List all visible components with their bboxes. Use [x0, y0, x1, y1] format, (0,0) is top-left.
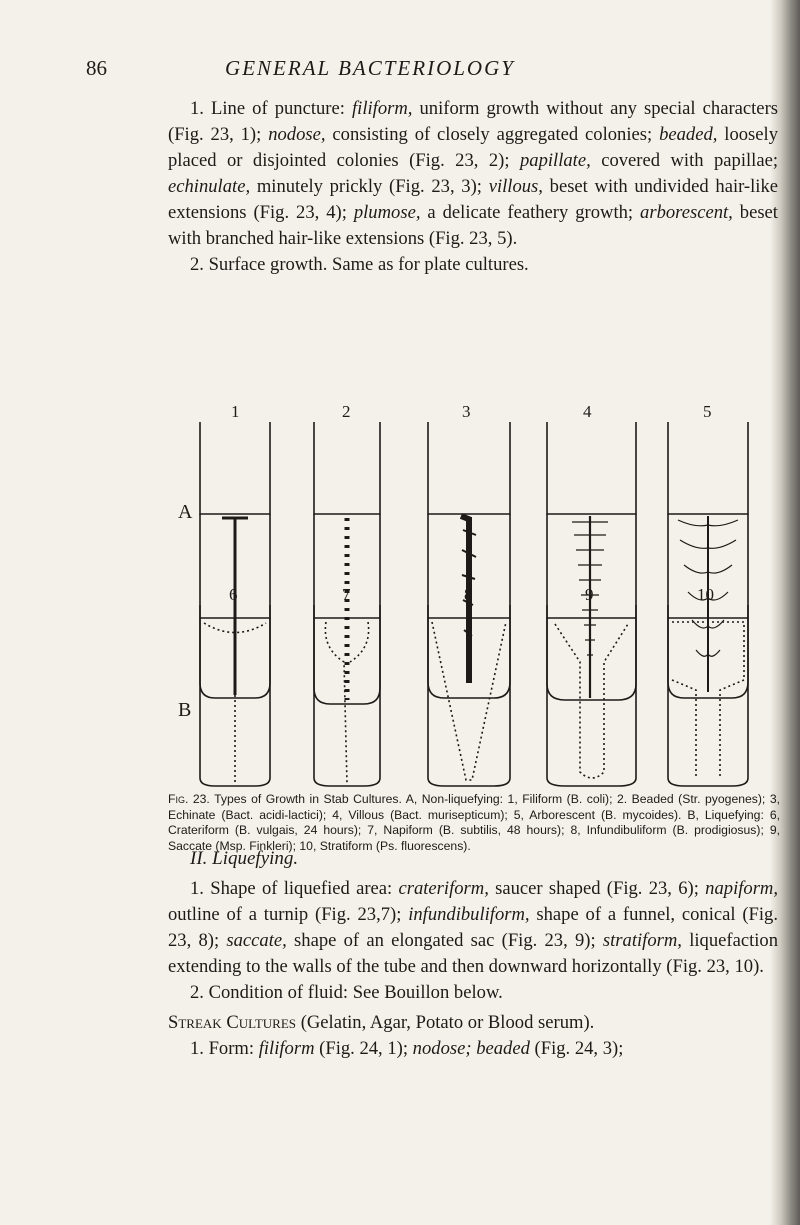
running-head: GENERAL BACTERIOLOGY: [225, 56, 515, 80]
tube-number-10: 10: [697, 585, 714, 604]
section-heading-liquefying: II. Liquefying.: [190, 848, 299, 869]
text: saucer shaped (Fig. 23, 6);: [495, 878, 699, 899]
term-papillate: papillate,: [519, 150, 591, 171]
text: liquefaction extending to the walls of the tube and then downward horizontally (Fig. 23, 10).: [168, 930, 779, 977]
text: uniform growth without any special characters (Fig. 23, 1);: [168, 98, 778, 145]
tube-number-6: 6: [229, 585, 238, 604]
caption-text: Types of Growth in Stab Cultures. A, Non-liquefying: 1, Filiform (B. coli); 2. Beaded (Str. pyogenes); 3, Echinate (Bact. acidi-lactici); 4, Villous (Bact. murisepticum); 5, Arborescent (B. mycoides). B, Liquefying: 6, Crateriform (B. vulgais, 24 hours); 7, Napiform (B. subtilis, 48 hours); 8, Infundibuliform (B. prodigiosus); 9, Saccate (Msp. Finkleri); 10, Stratiform (Ps. fluorescens).: [168, 792, 780, 853]
term-infundibuliform: infundibuliform,: [408, 904, 530, 925]
tube-4-villous: [547, 422, 636, 700]
page-number: 86: [86, 56, 107, 80]
figure-caption: [168, 792, 780, 854]
term-beaded: beaded,: [659, 124, 718, 145]
puncture-paragraph: [168, 96, 778, 278]
streak-rest: (Gelatin, Agar, Potato or Blood serum).: [300, 1012, 595, 1033]
figure-labels: [178, 402, 714, 721]
tube-number-3: 3: [462, 402, 471, 421]
term-filiform: filiform: [258, 1038, 315, 1059]
term-arborescent: arborescent,: [640, 202, 733, 223]
tube-number-9: 9: [585, 585, 594, 604]
tube-3-echinate: [428, 422, 510, 698]
term-stratiform: stratiform,: [602, 930, 682, 951]
tube-number-5: 5: [703, 402, 712, 421]
text: a delicate feathery growth;: [427, 202, 634, 223]
term-napiform: napiform,: [705, 878, 779, 899]
text: (Fig. 24, 1);: [319, 1038, 409, 1059]
streak-title: Streak Cultures: [168, 1012, 297, 1033]
term-crateriform: crateriform,: [398, 878, 489, 899]
text: minutely prickly (Fig. 23, 3);: [256, 176, 482, 197]
surface-growth-line: 2. Surface growth. Same as for plate cultures.: [190, 254, 529, 275]
text: (Fig. 24, 3);: [534, 1038, 624, 1059]
tube-5-arborescent: [668, 422, 748, 698]
item-lead: Shape of liquefied area:: [210, 878, 393, 899]
term-villous: villous,: [488, 176, 543, 197]
streak-cultures-heading: [168, 1010, 778, 1036]
tube-number-7: 7: [342, 585, 351, 604]
tube-number-4: 4: [583, 402, 592, 421]
text: loosely placed or disjointed colonies (Fig. 23, 2);: [168, 124, 779, 171]
text: shape of an elongated sac (Fig. 23, 9);: [294, 930, 596, 951]
row-a-label: A: [178, 501, 193, 523]
item-lead: Line of puncture:: [211, 98, 345, 119]
tube-9-saccate: [547, 605, 636, 786]
term-plumose: plumose,: [353, 202, 421, 223]
item-number: 1.: [190, 878, 204, 899]
term-echinulate: echinulate,: [168, 176, 251, 197]
text: outline of a turnip (Fig. 23,7);: [168, 904, 402, 925]
tube-number-2: 2: [342, 402, 351, 421]
text: covered with papillae;: [601, 150, 778, 171]
tube-number-8: 8: [464, 585, 473, 604]
tube-7-napiform: [314, 605, 380, 786]
text: beset with branched hair-like extensions (Fig. 23, 5).: [168, 202, 778, 249]
text: consisting of closely aggregated colonies;: [332, 124, 653, 145]
row-b-label: B: [178, 699, 192, 721]
caption-label: Fig. 23.: [168, 792, 210, 806]
tube-2-beaded: [314, 422, 380, 704]
item-number: 1.: [190, 98, 204, 119]
term-filiform: filiform,: [351, 98, 413, 119]
condition-of-fluid: 2. Condition of fluid: See Bouillon below.: [190, 982, 503, 1003]
text: beset with undivided hair-like extensions (Fig. 23, 4);: [168, 176, 779, 223]
text: shape of a funnel, conical (Fig. 23, 8);: [168, 904, 778, 951]
term-saccate: saccate,: [226, 930, 287, 951]
liquefying-section: [168, 876, 778, 1062]
term-nodose: nodose,: [268, 124, 326, 145]
figure-23-stab-cultures: [160, 400, 760, 790]
term-nodose-beaded: nodose; beaded: [412, 1038, 530, 1059]
tube-number-1: 1: [231, 402, 240, 421]
streak-item-lead: 1. Form:: [190, 1038, 255, 1059]
